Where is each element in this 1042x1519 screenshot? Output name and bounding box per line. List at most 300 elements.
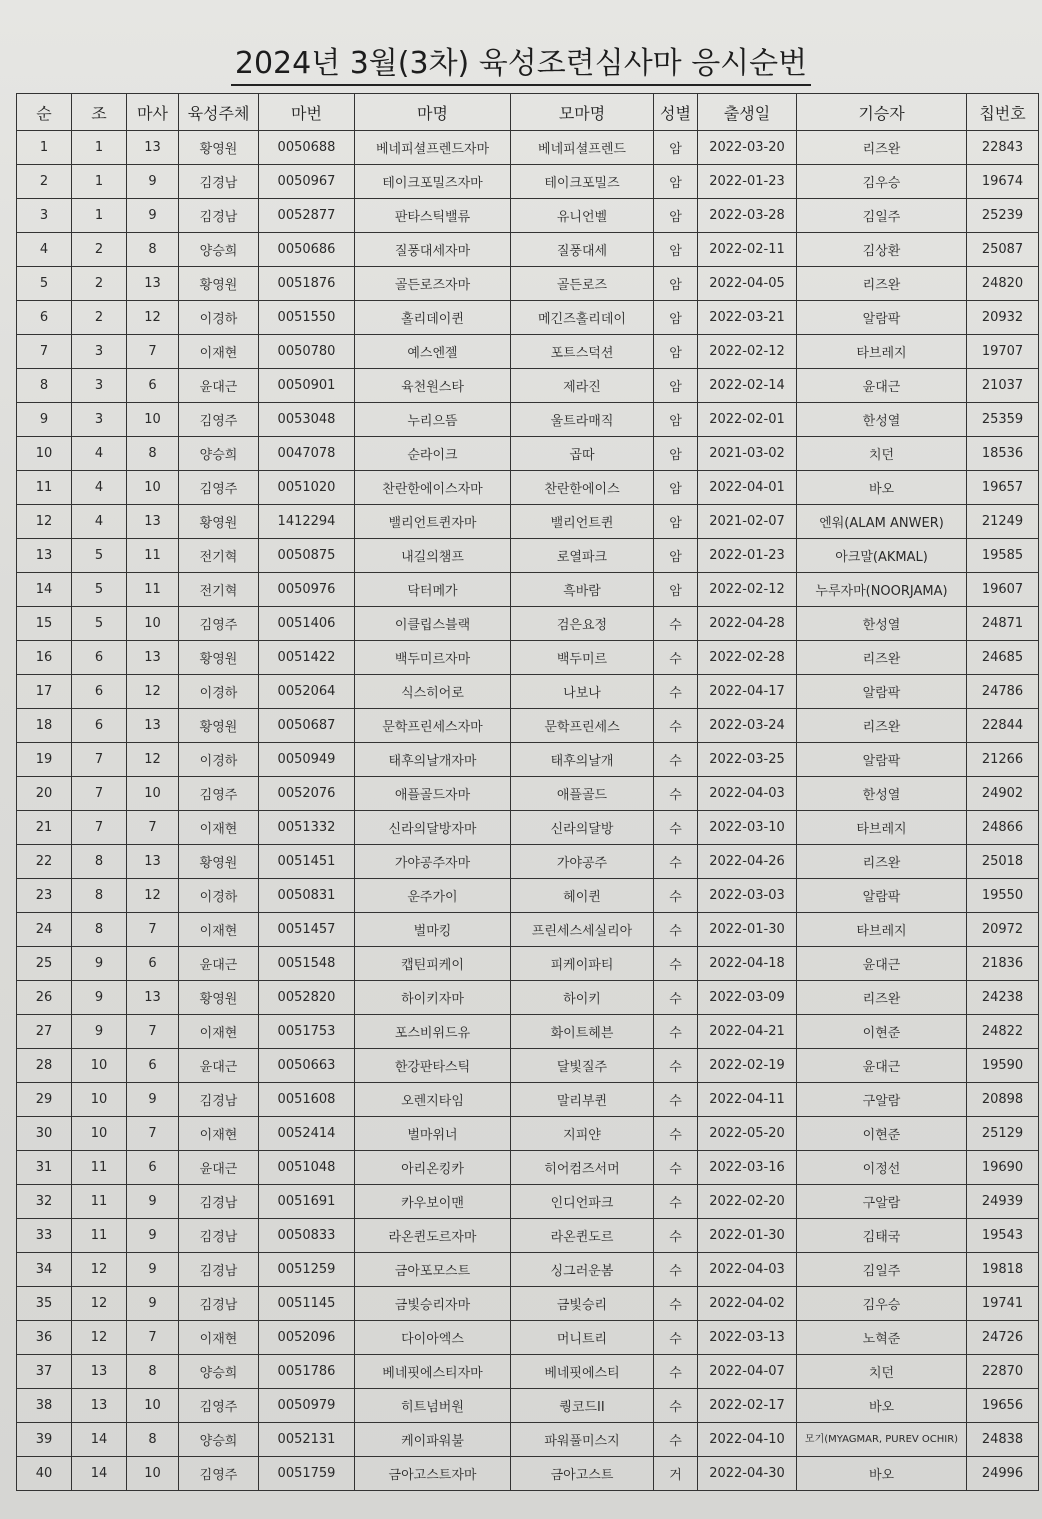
birth-date-cell: 2022-04-02 — [698, 1287, 797, 1321]
dam-name-cell: 프린세스세실리아 — [511, 913, 654, 947]
dam-name-cell: 검은요정 — [511, 607, 654, 641]
trainer-cell: 황영원 — [179, 267, 259, 301]
dam-name-cell: 테이크포밀즈 — [511, 165, 654, 199]
group-cell: 7 — [72, 811, 127, 845]
horse-name-cell: 한강판타스틱 — [355, 1049, 511, 1083]
header-birth-date: 출생일 — [698, 94, 797, 131]
horse-number-cell: 0051332 — [259, 811, 355, 845]
rider-cell: 누루자마(NOORJAMA) — [797, 573, 967, 607]
rider-cell: 바오 — [797, 1457, 967, 1491]
table-row — [17, 913, 1039, 947]
table-row — [17, 369, 1039, 403]
trainer-cell: 이재현 — [179, 811, 259, 845]
stable-cell: 7 — [127, 811, 179, 845]
birth-date-cell: 2022-03-13 — [698, 1321, 797, 1355]
order-cell: 11 — [17, 471, 72, 505]
sex-cell: 수 — [654, 1423, 698, 1457]
trainer-cell: 김경남 — [179, 199, 259, 233]
birth-date-cell: 2022-04-28 — [698, 607, 797, 641]
sex-cell: 수 — [654, 1083, 698, 1117]
group-cell: 8 — [72, 913, 127, 947]
table-row — [17, 641, 1039, 675]
order-cell: 25 — [17, 947, 72, 981]
stable-cell: 9 — [127, 1185, 179, 1219]
birth-date-cell: 2022-04-03 — [698, 1253, 797, 1287]
rider-cell: 김일주 — [797, 1253, 967, 1287]
stable-cell: 9 — [127, 199, 179, 233]
group-cell: 4 — [72, 505, 127, 539]
dam-name-cell: 찬란한에이스 — [511, 471, 654, 505]
horse-number-cell: 0051145 — [259, 1287, 355, 1321]
rider-cell: 김상환 — [797, 233, 967, 267]
sex-cell: 수 — [654, 1219, 698, 1253]
order-cell: 20 — [17, 777, 72, 811]
order-cell: 23 — [17, 879, 72, 913]
dam-name-cell: 태후의날개 — [511, 743, 654, 777]
table-row — [17, 1151, 1039, 1185]
birth-date-cell: 2022-02-11 — [698, 233, 797, 267]
horse-number-cell: 0050833 — [259, 1219, 355, 1253]
chip-number-cell: 25129 — [967, 1117, 1039, 1151]
dam-name-cell: 말리부퀸 — [511, 1083, 654, 1117]
sex-cell: 수 — [654, 1355, 698, 1389]
order-cell: 38 — [17, 1389, 72, 1423]
horse-number-cell: 0051753 — [259, 1015, 355, 1049]
birth-date-cell: 2022-02-14 — [698, 369, 797, 403]
trainer-cell: 양승희 — [179, 233, 259, 267]
horse-name-cell: 홀리데이퀸 — [355, 301, 511, 335]
horse-number-cell: 0050780 — [259, 335, 355, 369]
birth-date-cell: 2022-02-17 — [698, 1389, 797, 1423]
chip-number-cell: 19585 — [967, 539, 1039, 573]
group-cell: 3 — [72, 403, 127, 437]
stable-cell: 12 — [127, 301, 179, 335]
chip-number-cell: 21266 — [967, 743, 1039, 777]
horse-number-cell: 0051406 — [259, 607, 355, 641]
horse-name-cell: 하이키자마 — [355, 981, 511, 1015]
sex-cell: 수 — [654, 1151, 698, 1185]
horse-name-cell: 벌마위너 — [355, 1117, 511, 1151]
chip-number-cell: 19741 — [967, 1287, 1039, 1321]
dam-name-cell: 피케이파티 — [511, 947, 654, 981]
rider-cell: 김우승 — [797, 1287, 967, 1321]
rider-cell: 엔워(ALAM ANWER) — [797, 505, 967, 539]
horse-name-cell: 금빛승리자마 — [355, 1287, 511, 1321]
horse-name-cell: 닥터메가 — [355, 573, 511, 607]
stable-cell: 13 — [127, 267, 179, 301]
table-row — [17, 267, 1039, 301]
sex-cell: 수 — [654, 709, 698, 743]
table-row — [17, 777, 1039, 811]
sex-cell: 암 — [654, 165, 698, 199]
order-cell: 9 — [17, 403, 72, 437]
sex-cell: 암 — [654, 573, 698, 607]
order-cell: 34 — [17, 1253, 72, 1287]
birth-date-cell: 2022-03-03 — [698, 879, 797, 913]
rider-cell: 타브레지 — [797, 913, 967, 947]
group-cell: 2 — [72, 267, 127, 301]
stable-cell: 9 — [127, 1219, 179, 1253]
rider-cell: 알람팍 — [797, 743, 967, 777]
birth-date-cell: 2021-03-02 — [698, 437, 797, 471]
trainer-cell: 김경남 — [179, 165, 259, 199]
order-cell: 30 — [17, 1117, 72, 1151]
header-horse-name: 마명 — [355, 94, 511, 131]
chip-number-cell: 22844 — [967, 709, 1039, 743]
birth-date-cell: 2022-03-10 — [698, 811, 797, 845]
group-cell: 11 — [72, 1151, 127, 1185]
sex-cell: 수 — [654, 1253, 698, 1287]
birth-date-cell: 2022-02-01 — [698, 403, 797, 437]
dam-name-cell: 제라진 — [511, 369, 654, 403]
table-row — [17, 199, 1039, 233]
horse-name-cell: 백두미르자마 — [355, 641, 511, 675]
horse-number-cell: 0051259 — [259, 1253, 355, 1287]
table-row — [17, 1219, 1039, 1253]
rider-cell: 알람팍 — [797, 301, 967, 335]
chip-number-cell: 20932 — [967, 301, 1039, 335]
stable-cell: 13 — [127, 981, 179, 1015]
horse-name-cell: 애플골드자마 — [355, 777, 511, 811]
horse-number-cell: 0052131 — [259, 1423, 355, 1457]
horse-number-cell: 0050875 — [259, 539, 355, 573]
birth-date-cell: 2022-02-12 — [698, 335, 797, 369]
chip-number-cell: 19607 — [967, 573, 1039, 607]
table-row — [17, 573, 1039, 607]
dam-name-cell: 신라의달방 — [511, 811, 654, 845]
group-cell: 6 — [72, 641, 127, 675]
dam-name-cell: 히어컴즈서머 — [511, 1151, 654, 1185]
rider-cell: 리즈완 — [797, 845, 967, 879]
chip-number-cell: 21249 — [967, 505, 1039, 539]
sex-cell: 암 — [654, 437, 698, 471]
birth-date-cell: 2022-01-23 — [698, 165, 797, 199]
stable-cell: 13 — [127, 709, 179, 743]
birth-date-cell: 2022-02-20 — [698, 1185, 797, 1219]
dam-name-cell: 금아고스트 — [511, 1457, 654, 1491]
chip-number-cell: 24685 — [967, 641, 1039, 675]
trainer-cell: 황영원 — [179, 641, 259, 675]
group-cell: 5 — [72, 539, 127, 573]
horse-name-cell: 육천원스타 — [355, 369, 511, 403]
horse-name-cell: 케이파워불 — [355, 1423, 511, 1457]
order-cell: 4 — [17, 233, 72, 267]
trainer-cell: 김영주 — [179, 403, 259, 437]
document-title: 2024년 3월(3차) 육성조련심사마 응시순번 — [0, 38, 1042, 86]
dam-name-cell: 밸리언트퀸 — [511, 505, 654, 539]
horse-name-cell: 오렌지타임 — [355, 1083, 511, 1117]
sex-cell: 수 — [654, 1015, 698, 1049]
chip-number-cell: 24238 — [967, 981, 1039, 1015]
sex-cell: 수 — [654, 947, 698, 981]
birth-date-cell: 2022-04-10 — [698, 1423, 797, 1457]
stable-cell: 7 — [127, 1015, 179, 1049]
sex-cell: 수 — [654, 845, 698, 879]
order-cell: 6 — [17, 301, 72, 335]
stable-cell: 7 — [127, 1117, 179, 1151]
trainer-cell: 양승희 — [179, 437, 259, 471]
chip-number-cell: 24902 — [967, 777, 1039, 811]
trainer-cell: 이경하 — [179, 743, 259, 777]
dam-name-cell: 파워풀미스지 — [511, 1423, 654, 1457]
group-cell: 5 — [72, 607, 127, 641]
horse-name-cell: 태후의날개자마 — [355, 743, 511, 777]
group-cell: 3 — [72, 369, 127, 403]
horse-number-cell: 0050687 — [259, 709, 355, 743]
trainer-cell: 황영원 — [179, 131, 259, 165]
birth-date-cell: 2022-04-21 — [698, 1015, 797, 1049]
table-row — [17, 811, 1039, 845]
dam-name-cell: 흑바람 — [511, 573, 654, 607]
stable-cell: 10 — [127, 1389, 179, 1423]
order-cell: 17 — [17, 675, 72, 709]
rider-cell: 리즈완 — [797, 641, 967, 675]
chip-number-cell: 19707 — [967, 335, 1039, 369]
rider-cell: 윤대근 — [797, 369, 967, 403]
stable-cell: 13 — [127, 641, 179, 675]
stable-cell: 10 — [127, 1457, 179, 1491]
stable-cell: 7 — [127, 1321, 179, 1355]
sex-cell: 암 — [654, 471, 698, 505]
chip-number-cell: 19674 — [967, 165, 1039, 199]
trainer-cell: 양승희 — [179, 1355, 259, 1389]
chip-number-cell: 19818 — [967, 1253, 1039, 1287]
group-cell: 2 — [72, 233, 127, 267]
order-cell: 32 — [17, 1185, 72, 1219]
horse-name-cell: 테이크포밀즈자마 — [355, 165, 511, 199]
sex-cell: 암 — [654, 505, 698, 539]
trainer-cell: 황영원 — [179, 845, 259, 879]
group-cell: 3 — [72, 335, 127, 369]
horse-number-cell: 0051550 — [259, 301, 355, 335]
trainer-cell: 이재현 — [179, 913, 259, 947]
chip-number-cell: 24786 — [967, 675, 1039, 709]
birth-date-cell: 2022-04-17 — [698, 675, 797, 709]
order-cell: 26 — [17, 981, 72, 1015]
horse-number-cell: 0051759 — [259, 1457, 355, 1491]
rider-cell: 구알람 — [797, 1083, 967, 1117]
group-cell: 11 — [72, 1219, 127, 1253]
table-row — [17, 131, 1039, 165]
sex-cell: 수 — [654, 641, 698, 675]
horse-name-cell: 누리으뜸 — [355, 403, 511, 437]
chip-number-cell: 24838 — [967, 1423, 1039, 1457]
order-cell: 1 — [17, 131, 72, 165]
sex-cell: 암 — [654, 301, 698, 335]
stable-cell: 6 — [127, 369, 179, 403]
horse-name-cell: 판타스틱밸류 — [355, 199, 511, 233]
order-cell: 37 — [17, 1355, 72, 1389]
dam-name-cell: 곱따 — [511, 437, 654, 471]
sex-cell: 수 — [654, 1049, 698, 1083]
chip-number-cell: 22870 — [967, 1355, 1039, 1389]
trainer-cell: 황영원 — [179, 505, 259, 539]
sex-cell: 수 — [654, 1117, 698, 1151]
chip-number-cell: 25239 — [967, 199, 1039, 233]
horse-number-cell: 0052877 — [259, 199, 355, 233]
trainer-cell: 김영주 — [179, 607, 259, 641]
chip-number-cell: 24866 — [967, 811, 1039, 845]
horse-number-cell: 0050967 — [259, 165, 355, 199]
chip-number-cell: 25018 — [967, 845, 1039, 879]
group-cell: 4 — [72, 471, 127, 505]
trainer-cell: 이재현 — [179, 1321, 259, 1355]
birth-date-cell: 2022-01-30 — [698, 1219, 797, 1253]
rider-cell: 김일주 — [797, 199, 967, 233]
order-cell: 2 — [17, 165, 72, 199]
trainer-cell: 김영주 — [179, 1389, 259, 1423]
sex-cell: 암 — [654, 131, 698, 165]
trainer-cell: 윤대근 — [179, 1151, 259, 1185]
trainer-cell: 이재현 — [179, 1015, 259, 1049]
chip-number-cell: 20972 — [967, 913, 1039, 947]
table-row — [17, 675, 1039, 709]
horse-name-cell: 벌마킹 — [355, 913, 511, 947]
trainer-cell: 전기혁 — [179, 539, 259, 573]
birth-date-cell: 2022-03-21 — [698, 301, 797, 335]
chip-number-cell: 24871 — [967, 607, 1039, 641]
horse-name-cell: 포스비위드유 — [355, 1015, 511, 1049]
horse-number-cell: 0051608 — [259, 1083, 355, 1117]
table-row — [17, 505, 1039, 539]
birth-date-cell: 2022-04-05 — [698, 267, 797, 301]
header-horse-number: 마번 — [259, 94, 355, 131]
horse-name-cell: 카우보이맨 — [355, 1185, 511, 1219]
horse-number-cell: 0051451 — [259, 845, 355, 879]
table-body — [17, 131, 1039, 1491]
group-cell: 12 — [72, 1253, 127, 1287]
group-cell: 6 — [72, 675, 127, 709]
horse-number-cell: 0051048 — [259, 1151, 355, 1185]
birth-date-cell: 2021-02-07 — [698, 505, 797, 539]
table-row — [17, 845, 1039, 879]
sex-cell: 수 — [654, 1185, 698, 1219]
horse-name-cell: 찬란한에이스자마 — [355, 471, 511, 505]
table-row — [17, 981, 1039, 1015]
horse-number-cell: 0050686 — [259, 233, 355, 267]
rider-cell: 치던 — [797, 1355, 967, 1389]
dam-name-cell: 싱그러운봄 — [511, 1253, 654, 1287]
stable-cell: 6 — [127, 947, 179, 981]
horse-number-cell: 0051422 — [259, 641, 355, 675]
rider-cell: 알람팍 — [797, 675, 967, 709]
group-cell: 10 — [72, 1049, 127, 1083]
dam-name-cell: 인디언파크 — [511, 1185, 654, 1219]
rider-cell: 리즈완 — [797, 981, 967, 1015]
horse-number-cell: 0050949 — [259, 743, 355, 777]
dam-name-cell: 유니언벨 — [511, 199, 654, 233]
table-row — [17, 335, 1039, 369]
dam-name-cell: 베네피셜프렌드 — [511, 131, 654, 165]
group-cell: 9 — [72, 947, 127, 981]
stable-cell: 13 — [127, 845, 179, 879]
horse-number-cell: 0053048 — [259, 403, 355, 437]
trainer-cell: 윤대근 — [179, 947, 259, 981]
table-row — [17, 301, 1039, 335]
chip-number-cell: 22843 — [967, 131, 1039, 165]
sex-cell: 수 — [654, 675, 698, 709]
stable-cell: 7 — [127, 335, 179, 369]
order-cell: 29 — [17, 1083, 72, 1117]
sex-cell: 수 — [654, 1321, 698, 1355]
horse-name-cell: 질풍대세자마 — [355, 233, 511, 267]
sex-cell: 거 — [654, 1457, 698, 1491]
rider-cell: 치던 — [797, 437, 967, 471]
order-cell: 24 — [17, 913, 72, 947]
chip-number-cell: 19656 — [967, 1389, 1039, 1423]
birth-date-cell: 2022-05-20 — [698, 1117, 797, 1151]
rider-cell: 바오 — [797, 1389, 967, 1423]
stable-cell: 7 — [127, 913, 179, 947]
rider-cell: 구알람 — [797, 1185, 967, 1219]
rider-cell: 알람팍 — [797, 879, 967, 913]
sex-cell: 암 — [654, 335, 698, 369]
table-row — [17, 471, 1039, 505]
stable-cell: 10 — [127, 471, 179, 505]
dam-name-cell: 지피얀 — [511, 1117, 654, 1151]
rider-cell: 바오 — [797, 471, 967, 505]
rider-cell: 김태국 — [797, 1219, 967, 1253]
order-cell: 31 — [17, 1151, 72, 1185]
rider-cell: 아크말(AKMAL) — [797, 539, 967, 573]
horse-name-cell: 베네피셜프렌드자마 — [355, 131, 511, 165]
horse-name-cell: 가야공주자마 — [355, 845, 511, 879]
table-row — [17, 1287, 1039, 1321]
horse-name-cell: 식스히어로 — [355, 675, 511, 709]
stable-cell: 9 — [127, 165, 179, 199]
horse-name-cell: 아리온킹카 — [355, 1151, 511, 1185]
table-row — [17, 1049, 1039, 1083]
table-row — [17, 1321, 1039, 1355]
rider-cell: 타브레지 — [797, 335, 967, 369]
rider-cell: 윤대근 — [797, 1049, 967, 1083]
sex-cell: 암 — [654, 403, 698, 437]
chip-number-cell: 18536 — [967, 437, 1039, 471]
stable-cell: 13 — [127, 131, 179, 165]
stable-cell: 8 — [127, 437, 179, 471]
trainer-cell: 김경남 — [179, 1253, 259, 1287]
dam-name-cell: 골든로즈 — [511, 267, 654, 301]
horse-number-cell: 0050901 — [259, 369, 355, 403]
order-cell: 12 — [17, 505, 72, 539]
group-cell: 5 — [72, 573, 127, 607]
rider-cell: 이현준 — [797, 1015, 967, 1049]
table-row — [17, 1083, 1039, 1117]
horse-name-cell: 라온퀸도르자마 — [355, 1219, 511, 1253]
horse-number-cell: 0050831 — [259, 879, 355, 913]
horse-name-cell: 이클립스블랙 — [355, 607, 511, 641]
birth-date-cell: 2022-01-30 — [698, 913, 797, 947]
dam-name-cell: 라온퀸도르 — [511, 1219, 654, 1253]
dam-name-cell: 포트스덕션 — [511, 335, 654, 369]
trainer-cell: 황영원 — [179, 709, 259, 743]
birth-date-cell: 2022-02-28 — [698, 641, 797, 675]
horse-name-cell: 다이아엑스 — [355, 1321, 511, 1355]
trainer-cell: 이재현 — [179, 335, 259, 369]
order-cell: 33 — [17, 1219, 72, 1253]
chip-number-cell: 20898 — [967, 1083, 1039, 1117]
rider-cell: 리즈완 — [797, 131, 967, 165]
stable-cell: 9 — [127, 1253, 179, 1287]
horse-number-cell: 0051457 — [259, 913, 355, 947]
trainer-cell: 전기혁 — [179, 573, 259, 607]
horse-name-cell: 캡틴피케이 — [355, 947, 511, 981]
chip-number-cell: 24996 — [967, 1457, 1039, 1491]
sex-cell: 암 — [654, 233, 698, 267]
table-row — [17, 437, 1039, 471]
birth-date-cell: 2022-03-28 — [698, 199, 797, 233]
stable-cell: 8 — [127, 233, 179, 267]
